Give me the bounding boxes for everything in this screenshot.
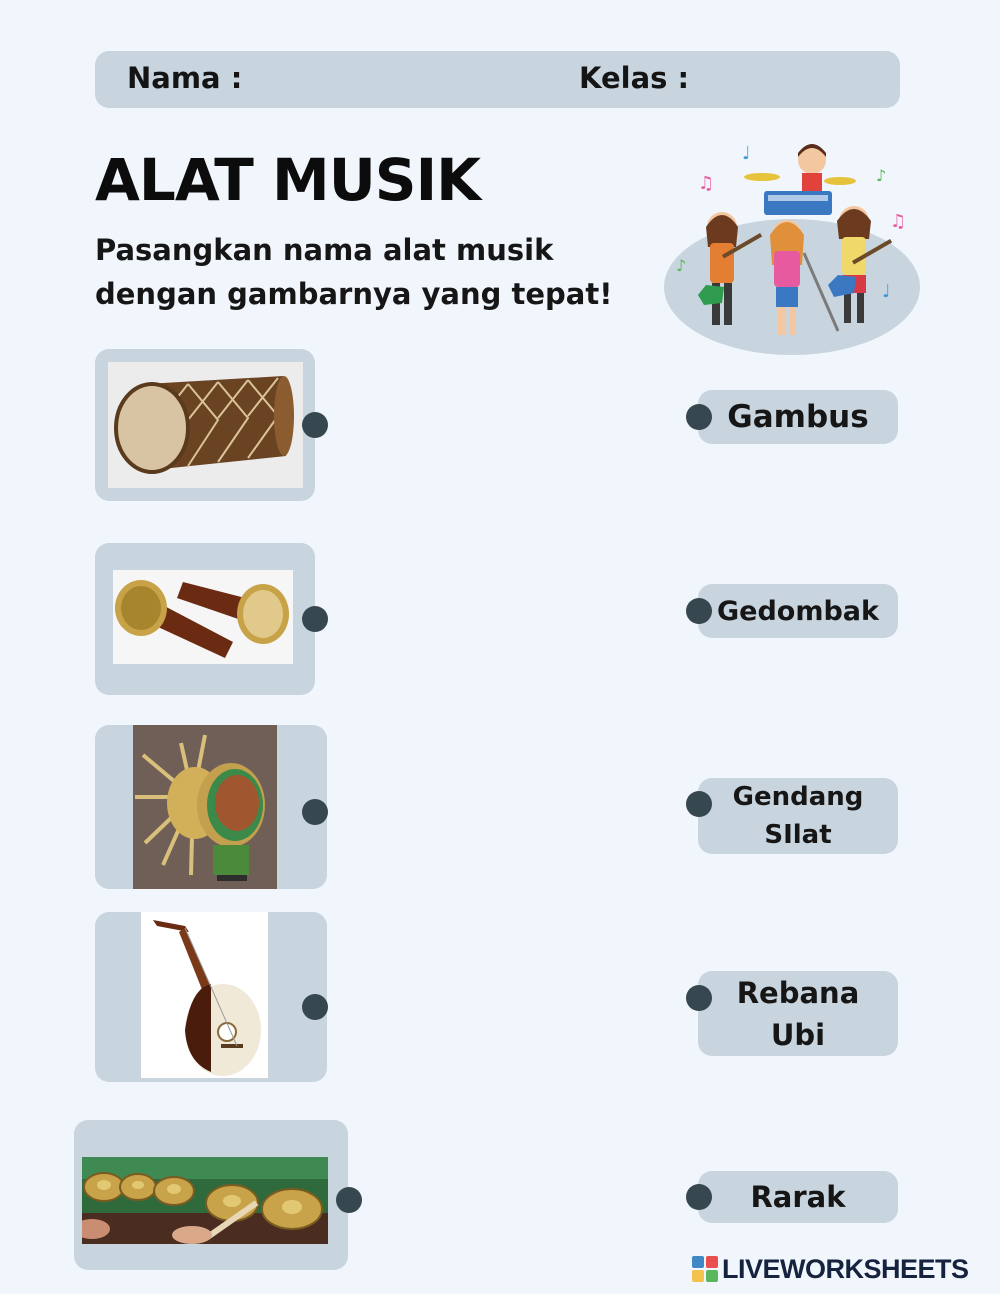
page-title: ALAT MUSIK: [95, 146, 481, 214]
label-text-4: Rebana Ubi: [736, 975, 860, 1052]
rebana-drums-photo: [113, 570, 293, 664]
label-text-1: Gambus: [727, 399, 869, 435]
gongs-photo: [82, 1157, 328, 1244]
gendang-drum-photo: [108, 362, 303, 488]
label-card-1: [698, 390, 898, 444]
label-dot-1[interactable]: [686, 404, 712, 430]
label-dot-4[interactable]: [686, 985, 712, 1011]
svg-text:♪: ♪: [676, 256, 687, 275]
picture-dot-1[interactable]: [302, 412, 328, 438]
picture-card-1: [95, 349, 315, 501]
rebana-ubi-photo: [133, 725, 277, 889]
label-dot-2[interactable]: [686, 598, 712, 624]
label-text-3: Gendang SIlat: [732, 782, 864, 850]
label-card-2: [698, 584, 898, 638]
label-text-5: Rarak: [750, 1180, 846, 1214]
svg-text:♩: ♩: [882, 281, 891, 302]
label-card-5: [698, 1171, 898, 1223]
liveworksheets-brand: [692, 1253, 969, 1285]
svg-text:♩: ♩: [742, 143, 751, 164]
picture-dot-2[interactable]: [302, 606, 328, 632]
name-label: Nama :: [127, 61, 243, 95]
label-card-4: [698, 971, 898, 1056]
label-card-3: [698, 778, 898, 854]
picture-card-4: [95, 912, 327, 1082]
svg-text:♫: ♫: [890, 211, 907, 232]
label-text-2: Gedombak: [717, 595, 879, 627]
label-dot-3[interactable]: [686, 791, 712, 817]
liveworksheets-wordmark: LIVEWORKSHEETS: [722, 1253, 969, 1284]
picture-card-3: [95, 725, 327, 889]
picture-card-2: [95, 543, 315, 695]
picture-card-5: [74, 1120, 348, 1270]
svg-text:♫: ♫: [698, 173, 715, 194]
band-illustration: [662, 135, 924, 360]
instructions: Pasangkan nama alat musik dengan gambarnya yang tepat!: [95, 233, 613, 311]
liveworksheets-logo-icon: [692, 1256, 718, 1282]
gambus-lute-photo: [141, 912, 268, 1078]
label-dot-5[interactable]: [686, 1184, 712, 1210]
header-bar: [95, 51, 900, 108]
picture-dot-4[interactable]: [302, 994, 328, 1020]
svg-text:♪: ♪: [876, 166, 887, 185]
picture-dot-5[interactable]: [336, 1187, 362, 1213]
class-label: Kelas :: [579, 61, 690, 95]
picture-dot-3[interactable]: [302, 799, 328, 825]
